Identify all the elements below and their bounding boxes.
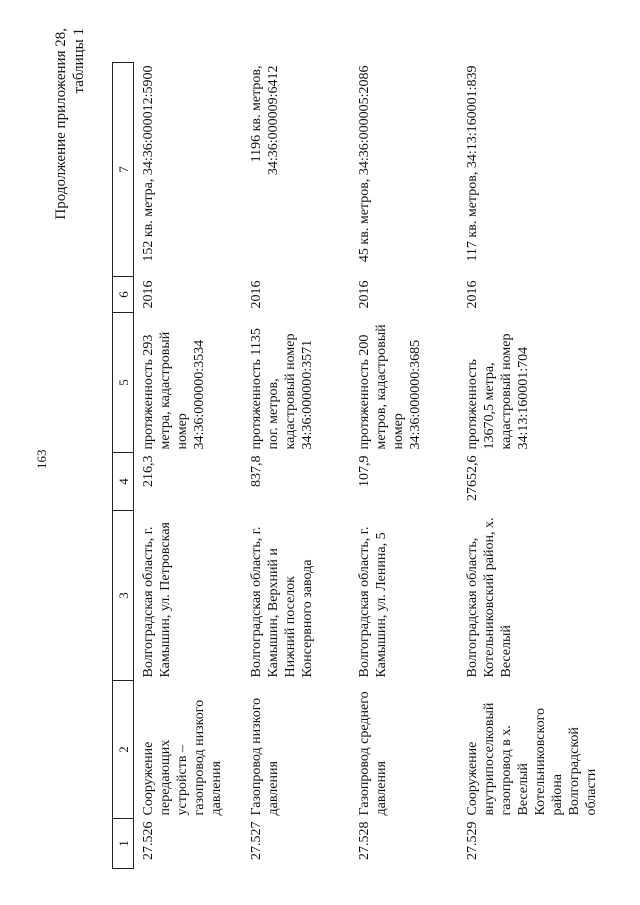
object-location: Волгоградская область, г. Камышин, ул. Петровская bbox=[141, 522, 173, 678]
land-plot: 152 кв. метра, 34:36:000012:5900 bbox=[141, 65, 156, 262]
continuation-line-1: Продолжение приложения 28, bbox=[53, 28, 69, 220]
object-year: 2016 bbox=[248, 280, 264, 309]
object-description: протяженность 1135 пог. метров, кадастровый номер 34:36:000000:3571 bbox=[248, 328, 315, 450]
object-location: Волгоградская область, г. Камышин, Верхний и Нижний поселок Консервного завода bbox=[248, 526, 315, 678]
object-name: Сооружение внутрипоселковый газопровод в х. Веселый Котельниковского района Волгоградской области bbox=[464, 702, 599, 816]
table-row bbox=[458, 63, 616, 869]
object-year: 2016 bbox=[464, 280, 480, 309]
object-description: протяженность 293 метра, кадастровый номер 34:36:000000:3534 bbox=[141, 331, 207, 450]
page-number: 163 bbox=[34, 449, 49, 469]
object-location: Волгоградская область, г. Камышин, ул. Ленина, 5 bbox=[356, 526, 389, 678]
column-header: 6 bbox=[113, 277, 134, 313]
continuation-line-2: таблицы 1 bbox=[71, 28, 87, 94]
land-plot: 117 кв. метров, 34:13:160001:839 bbox=[464, 65, 480, 262]
column-header: 7 bbox=[113, 63, 134, 277]
object-year: 2016 bbox=[141, 280, 156, 309]
land-plot: 1196 кв. метров, 34:36:000009:6412 bbox=[248, 65, 281, 176]
document-table bbox=[112, 62, 616, 869]
object-year: 2016 bbox=[356, 280, 372, 309]
column-header: 3 bbox=[113, 511, 134, 681]
object-value: 216,3 bbox=[141, 455, 156, 487]
land-plot: 45 кв. метров, 34:36:000005:2086 bbox=[356, 65, 372, 263]
row-number: 27.527 bbox=[248, 821, 264, 860]
object-name: Сооружение передающих устройств – газопровод низкого давления bbox=[141, 699, 224, 816]
object-location: Волгоградская область, Котельниковский район, х. Веселый bbox=[464, 517, 514, 678]
column-header: 5 bbox=[113, 313, 134, 453]
continuation-caption bbox=[52, 28, 88, 388]
table-row bbox=[134, 63, 242, 869]
column-header: 2 bbox=[113, 681, 134, 819]
table-header-row bbox=[113, 63, 134, 869]
column-header: 4 bbox=[113, 453, 134, 511]
object-description: протяженность 13670,5 метра, кадастровый номер 34:13:160001:704 bbox=[464, 333, 531, 450]
column-header: 1 bbox=[113, 819, 134, 869]
object-value: 837,8 bbox=[248, 455, 264, 487]
row-number: 27.526 bbox=[141, 821, 156, 860]
row-number: 27.529 bbox=[464, 821, 480, 860]
table-row bbox=[350, 63, 458, 869]
object-name: Газопровод низкого давления bbox=[248, 697, 281, 816]
object-value: 107,9 bbox=[356, 455, 372, 487]
table-row bbox=[242, 63, 350, 869]
object-name: Газопровод среднего давления bbox=[356, 691, 389, 816]
row-number: 27.528 bbox=[356, 821, 372, 860]
object-value: 27652,6 bbox=[464, 455, 480, 501]
object-description: протяженность 200 метров, кадастровый номер 34:36:000000:3685 bbox=[356, 324, 423, 450]
